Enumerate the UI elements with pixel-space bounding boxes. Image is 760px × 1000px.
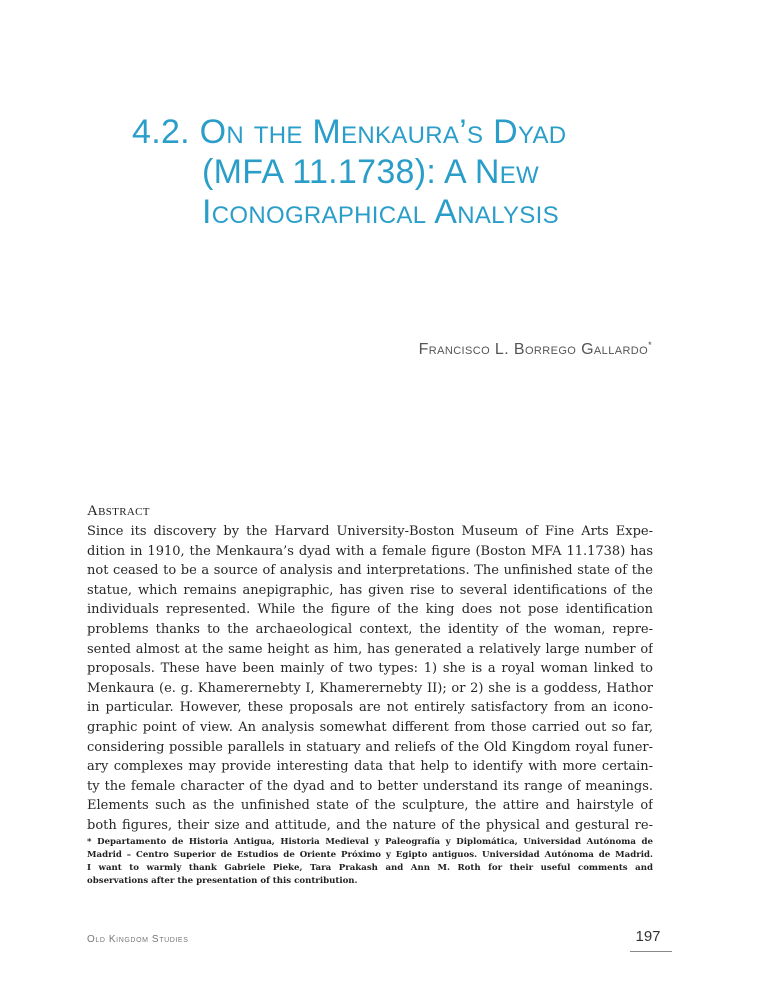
abstract-line: sented almost at the same height as him, has generated a relatively large number of — [87, 641, 653, 657]
abstract-heading: Abstract — [87, 503, 150, 519]
abstract-line: not ceased to be a source of analysis and interpretations. The unfinished state of the — [87, 563, 653, 579]
footnote-line: * Departamento de Historia Antigua, Historia Medieval y Paleografía y Diplomática, Universidad Autónoma de — [87, 837, 653, 847]
author-name-text: Francisco L. Borrego Gallardo — [418, 341, 649, 358]
abstract-line: individuals represented. While the figure of the king does not pose identification — [87, 602, 653, 618]
abstract-line: statue, which remains anepigraphic, has given rise to several identifications of the — [87, 582, 653, 598]
abstract-line: Since its discovery by the Harvard University-Boston Museum of Fine Arts Expe- — [87, 524, 653, 539]
abstract-line: Elements such as the unfinished state of the sculpture, the attire and hairstyle of — [87, 798, 653, 814]
abstract-line: in particular. However, these proposals are not entirely satisfactory from an icono- — [87, 700, 653, 716]
page-number-rule — [630, 951, 672, 952]
abstract-line: graphic point of view. An analysis somewhat different from those carried out so far, — [87, 719, 653, 735]
running-title: Old Kingdom Studies — [87, 934, 189, 945]
chapter-title-line-3: Iconographical Analysis — [202, 193, 559, 231]
footnote-line: Madrid – Centro Superior de Estudios de Oriente Próximo y Egipto antiguos. Universidad Autónoma de Madrid. — [87, 850, 653, 860]
chapter-title-line-2: (MFA 11.1738): A New — [202, 153, 539, 191]
abstract-line: problems thanks to the archaeological context, the identity of the woman, repre- — [87, 621, 653, 637]
footnote-line: I want to warmly thank Gabriele Pieke, Tara Prakash and Ann M. Roth for their useful comments and — [87, 863, 653, 873]
abstract-line: ty the female character of the dyad and to better understand its range of meanings. — [87, 778, 653, 794]
abstract-line: Menkaura (e. g. Khamerernebty I, Khamerernebty II); or 2) she is a goddess, Hathor — [87, 680, 653, 696]
abstract-line: ary complexes may provide interesting data that help to identify with more certain- — [87, 759, 653, 775]
author-footnote-mark: * — [648, 340, 652, 350]
abstract-line: both figures, their size and attitude, and the nature of the physical and gestural re- — [87, 817, 653, 833]
abstract-line: dition in 1910, the Menkaura’s dyad with a female figure (Boston MFA 11.1738) has — [87, 543, 653, 559]
footnote-line: observations after the presentation of this contribution. — [87, 876, 358, 886]
abstract-line: proposals. These have been mainly of two types: 1) she is a royal woman linked to — [87, 661, 653, 677]
abstract-body — [87, 522, 653, 836]
footnote — [87, 836, 653, 888]
chapter-title — [132, 112, 692, 232]
abstract-line: considering possible parallels in statuary and reliefs of the Old Kingdom royal funer- — [87, 739, 653, 755]
chapter-title-line-1: 4.2. On the Menkaura’s Dyad — [132, 113, 567, 151]
page-number: 197 — [635, 928, 661, 945]
author-name — [419, 340, 652, 359]
